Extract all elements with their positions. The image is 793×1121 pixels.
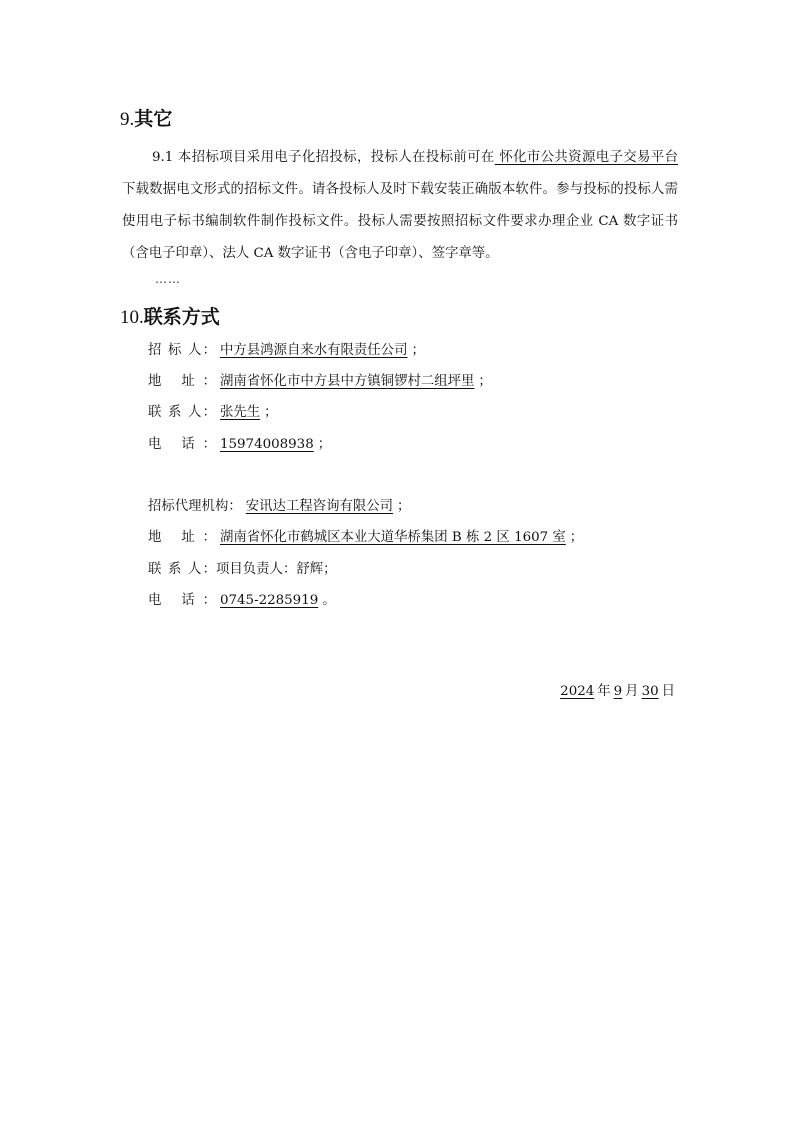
tenderer-phone-value: 15974008938 xyxy=(220,437,314,452)
agency-contact-label: 联 系 人： xyxy=(148,562,216,577)
tenderer-phone-row xyxy=(148,436,331,454)
agency-phone-value: 0745-2285919 xyxy=(220,593,319,608)
tenderer-address-end: ； xyxy=(478,374,492,389)
tenderer-name-row xyxy=(148,342,425,360)
agency-phone-label: 电 话： xyxy=(148,593,216,608)
agency-name-value: 安讯达工程咨询有限公司 xyxy=(245,499,394,514)
platform-name: 怀化市公共资源电子交易平台 xyxy=(494,150,678,165)
agency-address-label: 地 址： xyxy=(148,530,216,545)
date-year: 2024 xyxy=(560,684,595,699)
document-date xyxy=(557,680,675,699)
date-year-unit: 年 xyxy=(597,684,611,699)
tenderer-address-value: 湖南省怀化市中方县中方镇铜锣村二组坪里 xyxy=(220,374,475,389)
agency-name-row xyxy=(148,498,410,516)
agency-address-row xyxy=(148,529,583,547)
agency-phone-end: 。 xyxy=(322,593,336,608)
agency-address-end: ； xyxy=(569,530,584,545)
section-9-heading xyxy=(120,104,172,131)
agency-phone-row xyxy=(148,592,336,610)
section-9-number: 9. xyxy=(120,109,135,130)
agency-contact-end: ； xyxy=(323,562,337,577)
tenderer-phone-end: ； xyxy=(317,437,332,452)
date-day-unit: 日 xyxy=(661,684,675,699)
date-day: 30 xyxy=(641,684,659,699)
tenderer-name-end: ； xyxy=(411,343,425,358)
tenderer-address-row xyxy=(148,373,492,391)
ellipsis: …… xyxy=(155,272,181,286)
agency-name-label: 招标代理机构： xyxy=(148,499,242,514)
tenderer-contact-label: 联 系 人： xyxy=(148,405,216,420)
tenderer-contact-row xyxy=(148,404,278,422)
tenderer-name-label: 招 标 人： xyxy=(148,343,216,358)
agency-contact-row xyxy=(148,561,337,579)
section-10-number: 10. xyxy=(120,307,144,328)
para-prefix: 9.1 本招标项目采用电子化招投标，投标人在投标前可在 xyxy=(152,150,495,165)
para-suffix: 下载数据电文形式的招标文件。请各投标人及时下载安装正确版本软件。参与投标的投标人需使用电子标书编制软件制作投标文件。投标人需要按照招标文件要求办理企业 CA 数字证书（含电子印章）、法人 CA 数字证书（含电子印章）、签字章等。 xyxy=(122,182,678,261)
date-month-unit: 月 xyxy=(625,684,639,699)
agency-name-end: ； xyxy=(397,499,411,514)
section-10-heading xyxy=(120,302,220,329)
tenderer-address-label: 地 址： xyxy=(148,374,216,389)
tenderer-contact-value: 张先生 xyxy=(220,405,261,420)
agency-address-value: 湖南省怀化市鹤城区本业大道华桥集团 B 栋 2 区 1607 室 xyxy=(220,530,566,545)
section-10-title: 联系方式 xyxy=(143,306,220,328)
tenderer-name-value: 中方县鸿源自来水有限责任公司 xyxy=(220,343,408,358)
tenderer-contact-end: ； xyxy=(264,405,278,420)
date-month: 9 xyxy=(613,684,623,699)
tenderer-phone-label: 电 话： xyxy=(148,437,216,452)
agency-contact-value: 项目负责人：舒辉 xyxy=(216,562,324,577)
section-9-paragraph xyxy=(122,142,678,270)
section-9-title: 其它 xyxy=(134,108,173,130)
